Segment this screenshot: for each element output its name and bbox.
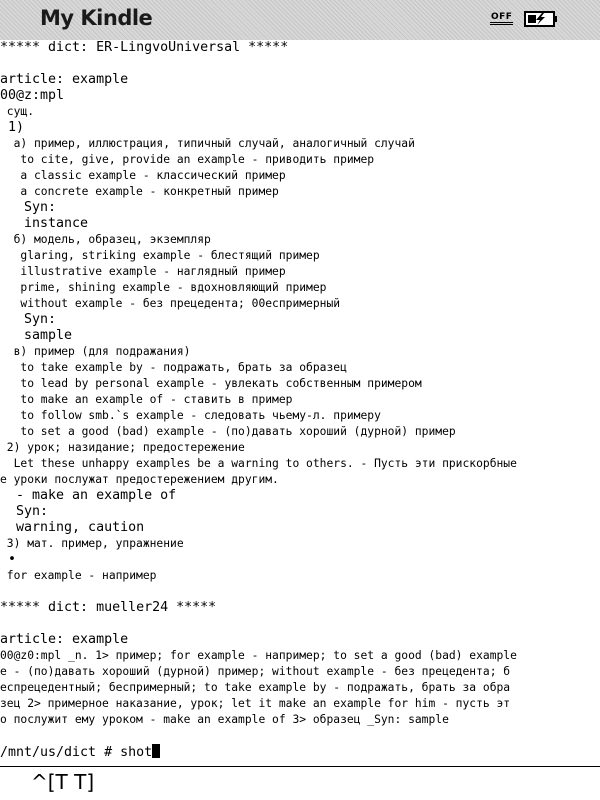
terminal-line-text: сущ.: [0, 105, 35, 118]
terminal-line-text: - make an example of: [0, 488, 177, 503]
app-title: My Kindle: [40, 6, 153, 30]
terminal-line: [0, 216, 600, 232]
terminal-line: [0, 504, 600, 520]
status-bar: [0, 766, 600, 800]
terminal-line-text: sample: [0, 328, 73, 343]
terminal-line: [0, 600, 600, 616]
terminal-line-text: в) пример (для подражания): [0, 345, 191, 358]
terminal-line: [0, 168, 600, 184]
terminal-line: [0, 552, 600, 568]
terminal-line: [0, 344, 600, 360]
terminal-line-text: a concrete example - конкретный пример: [0, 185, 279, 198]
terminal-line: [0, 264, 600, 280]
terminal-line: [0, 712, 600, 728]
terminal-line-text: a classic example - классический пример: [0, 169, 286, 182]
terminal-line-text: 3) мат. пример, упражнение: [0, 537, 184, 550]
terminal-line-text: instance: [0, 216, 89, 231]
terminal-line-text: б) модель, образец, экземпляр: [0, 233, 211, 246]
terminal-line-text: зец 2> примерное наказание, урок; let it make an example for him - пусть эт: [0, 697, 511, 710]
terminal-line-text: to cite, give, provide an example - приводить пример: [0, 153, 375, 166]
title-bar: [0, 0, 600, 40]
terminal-line: [0, 88, 600, 104]
text-cursor: [152, 744, 160, 758]
terminal-line: [0, 360, 600, 376]
terminal-line-text: о послужит ему уроком - make an example of 3> образец _Syn: sample: [0, 713, 449, 726]
terminal-line: [0, 40, 600, 56]
terminal-line: [0, 296, 600, 312]
terminal-line: [0, 104, 600, 120]
terminal-line-text: to follow smb.`s example - следовать чьему-л. примеру: [0, 409, 381, 422]
terminal-line-text: е уроки послужат предостережением другим.: [0, 473, 279, 486]
terminal-line-text: 2) урок; назидание; предостережение: [0, 441, 245, 454]
terminal-line-text: Let these unhappy examples be a warning to others. - Пусть эти прискорбные: [0, 457, 517, 470]
terminal-line: [0, 440, 600, 456]
terminal-line-text: Syn:: [0, 200, 57, 215]
terminal-line: [0, 424, 600, 440]
terminal-line-text: illustrative example - наглядный пример: [0, 265, 286, 278]
terminal-line-text: 00@z0:mpl _n. 1> пример; for example - например; to set a good (bad) example: [0, 649, 517, 662]
terminal-line-text: to lead by personal example - увлекать собственным примером: [0, 377, 422, 390]
terminal-line: [0, 488, 600, 504]
terminal-line: [0, 56, 600, 72]
terminal-line: [0, 584, 600, 600]
terminal-line: [0, 392, 600, 408]
terminal-line-text: without example - без прецедента; 00еспримерный: [0, 297, 341, 310]
terminal-line: [0, 728, 600, 744]
terminal-line: [0, 376, 600, 392]
terminal-line: [0, 72, 600, 88]
terminal-line: [0, 632, 600, 648]
terminal-line-text: а) пример, иллюстрация, типичный случай, аналогичный случай: [0, 137, 415, 150]
terminal-line-text: 00@z:mpl: [0, 88, 65, 103]
terminal-line-text: Syn:: [0, 504, 49, 519]
terminal-line-text: ***** dict: ER-LingvoUniversal *****: [0, 40, 289, 55]
terminal-line: [0, 200, 600, 216]
terminal-line: [0, 648, 600, 664]
terminal-line-text: article: example: [0, 632, 129, 647]
terminal-line-text: еспрецедентный; беспримерный; to take example by - подражать, брать за обра: [0, 681, 511, 694]
terminal-line: [0, 232, 600, 248]
terminal-line-text: •: [0, 552, 17, 567]
terminal-line: [0, 408, 600, 424]
terminal-line: [0, 616, 600, 632]
terminal-line: [0, 664, 600, 680]
terminal-line: [0, 536, 600, 552]
terminal-line: [0, 568, 600, 584]
terminal-line-text: 1): [0, 120, 25, 135]
terminal-line-text: ***** dict: mueller24 *****: [0, 600, 217, 615]
terminal-line: [0, 280, 600, 296]
terminal-output[interactable]: [0, 40, 600, 766]
terminal-line-text: prime, shining example - вдохновляющий пример: [0, 281, 327, 294]
terminal-line: [0, 696, 600, 712]
terminal-line-text: article: example: [0, 72, 129, 87]
terminal-line: [0, 328, 600, 344]
terminal-line: [0, 520, 600, 536]
terminal-line-text: to set a good (bad) example - (по)давать хороший (дурной) пример: [0, 425, 456, 438]
terminal-line-text: to make an example of - ставить в пример: [0, 393, 293, 406]
keyboard-state-indicator: ^[T T]: [31, 770, 95, 794]
terminal-line: [0, 680, 600, 696]
terminal-line-text: to take example by - подражать, брать за образец: [0, 361, 347, 374]
terminal-line-text: e - (по)давать хороший (дурной) пример; without example - без прецедента; б: [0, 665, 511, 678]
terminal-line: [0, 472, 600, 488]
terminal-line-text: for example - например: [0, 569, 157, 582]
battery-charging-icon: [524, 11, 558, 27]
wireless-status: OFF: [490, 12, 513, 25]
terminal-line-text: warning, caution: [0, 520, 145, 535]
terminal-line: [0, 248, 600, 264]
terminal-line: [0, 184, 600, 200]
terminal-line-text: Syn:: [0, 312, 57, 327]
terminal-line: [0, 152, 600, 168]
terminal-line: [0, 120, 600, 136]
shell-prompt-line: [0, 744, 600, 760]
terminal-line-text: /mnt/us/dict # shot: [0, 745, 153, 760]
terminal-line: [0, 136, 600, 152]
terminal-line: [0, 312, 600, 328]
terminal-line-text: glaring, striking example - блестящий пример: [0, 249, 320, 262]
terminal-line: [0, 456, 600, 472]
